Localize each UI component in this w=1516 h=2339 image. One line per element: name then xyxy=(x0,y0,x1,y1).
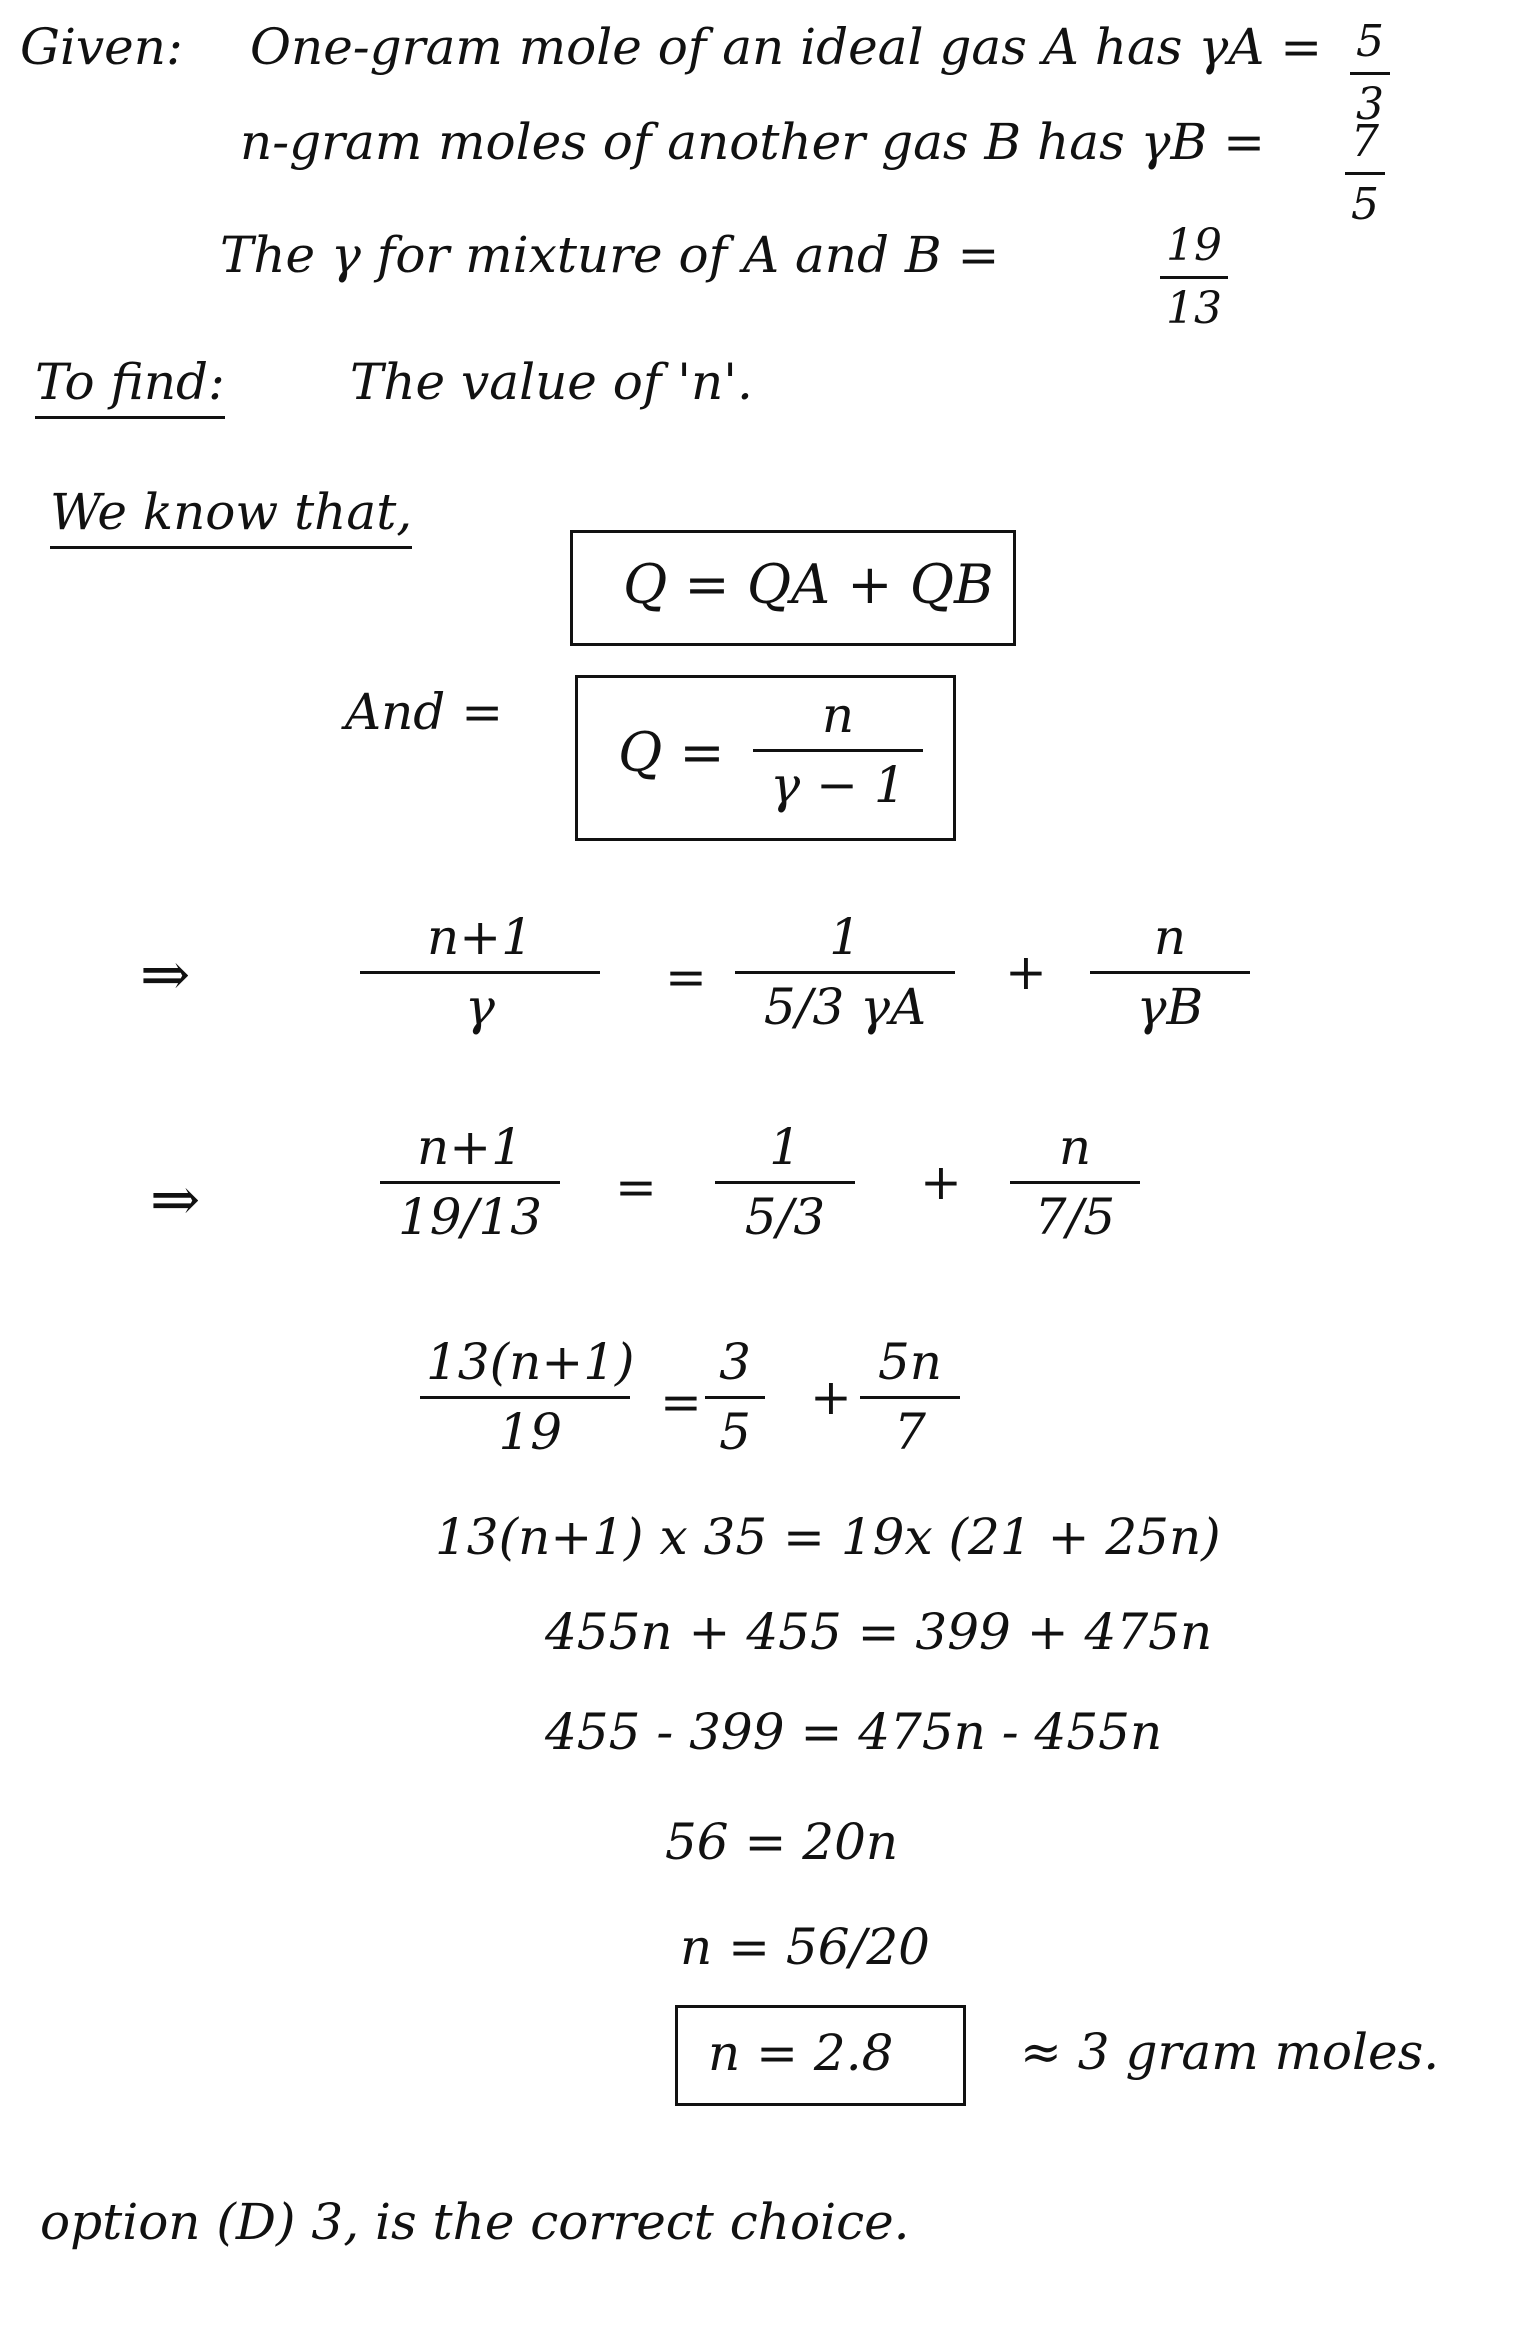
step1-lhs-num: n+1 xyxy=(427,908,533,966)
given-label: Given: xyxy=(20,18,183,76)
step2-r2-den: 7/5 xyxy=(1034,1188,1116,1246)
tofind-label: To find: xyxy=(35,355,225,419)
line-7: 56 = 20n xyxy=(665,1813,899,1871)
step2-r2 xyxy=(1010,1120,1140,1245)
answer-text: n = 2.8 xyxy=(708,2024,894,2082)
and-label: And = xyxy=(345,683,504,741)
step2-r1-den: 5/3 xyxy=(744,1188,826,1246)
step3-plus: + xyxy=(810,1368,852,1426)
gamma-b-fraction xyxy=(1345,118,1385,230)
gamma-a-den: 3 xyxy=(1356,79,1384,131)
step1-r2 xyxy=(1090,910,1250,1035)
line-8: n = 56/20 xyxy=(680,1918,930,1976)
step3-r1-num: 3 xyxy=(719,1333,751,1391)
step1-lhs xyxy=(360,910,600,1035)
given-line-1: One-gram mole of an ideal gas A has γA = xyxy=(250,18,1323,76)
step3-r2-num: 5n xyxy=(877,1333,942,1391)
step2-lhs xyxy=(380,1120,560,1245)
given-line-2: n-gram moles of another gas B has γB = xyxy=(240,113,1266,171)
step2-r1 xyxy=(715,1120,855,1245)
step1-r2-num: n xyxy=(1153,908,1187,966)
gamma-mix-fraction xyxy=(1160,222,1228,334)
eq2-fraction xyxy=(753,688,923,813)
step3-lhs-den: 19 xyxy=(498,1403,563,1461)
approx-text: ≈ 3 gram moles. xyxy=(1020,2023,1440,2081)
step3-r2 xyxy=(860,1335,960,1460)
step1-r2-den: γB xyxy=(1136,978,1204,1036)
implies-arrow-2: ⇒ xyxy=(150,1165,201,1235)
step1-lhs-den: γ xyxy=(465,978,495,1036)
gamma-a-num: 5 xyxy=(1356,16,1384,67)
step3-r1-den: 5 xyxy=(719,1403,751,1461)
step2-plus: + xyxy=(920,1153,962,1211)
step3-lhs xyxy=(420,1335,641,1460)
step3-r2-den: 7 xyxy=(894,1403,926,1461)
conclusion-text: option (D) 3, is the correct choice. xyxy=(40,2193,910,2251)
step2-eq: = xyxy=(615,1158,657,1216)
eq2-lhs: Q = xyxy=(618,721,725,784)
gamma-mix-num: 19 xyxy=(1166,220,1222,271)
step3-lhs-num: 13(n+1) xyxy=(426,1333,635,1391)
given-line-3: The γ for mixture of A and B = xyxy=(220,226,1000,284)
eq1-box xyxy=(570,530,1016,646)
tofind-text: The value of 'n'. xyxy=(350,353,753,411)
line-5: 455n + 455 = 399 + 475n xyxy=(545,1603,1213,1661)
eq2-num: n xyxy=(821,686,855,744)
eq2-box xyxy=(575,675,956,841)
step1-eq: = xyxy=(665,948,707,1006)
weknow-label: We know that, xyxy=(50,485,412,549)
step3-eq: = xyxy=(660,1373,702,1431)
line-6: 455 - 399 = 475n - 455n xyxy=(545,1703,1163,1761)
step2-lhs-den: 19/13 xyxy=(397,1188,543,1246)
step1-plus: + xyxy=(1005,943,1047,1001)
step2-lhs-num: n+1 xyxy=(417,1118,523,1176)
gamma-b-num: 7 xyxy=(1351,116,1379,167)
step1-r1-den: 5/3 γA xyxy=(763,978,927,1036)
step2-r2-num: n xyxy=(1058,1118,1092,1176)
gamma-mix-den: 13 xyxy=(1166,283,1222,335)
line-4: 13(n+1) x 35 = 19x (21 + 25n) xyxy=(435,1508,1221,1566)
answer-box xyxy=(675,2005,966,2106)
step1-r1 xyxy=(735,910,955,1035)
step2-r1-num: 1 xyxy=(769,1118,801,1176)
implies-arrow-1: ⇒ xyxy=(140,940,191,1010)
eq2-den: γ − 1 xyxy=(770,756,906,814)
step1-r1-num: 1 xyxy=(829,908,861,966)
step3-r1 xyxy=(705,1335,765,1460)
gamma-b-den: 5 xyxy=(1351,179,1379,231)
gamma-a-fraction xyxy=(1350,18,1390,130)
eq1-text: Q = QA + QB xyxy=(623,553,994,616)
